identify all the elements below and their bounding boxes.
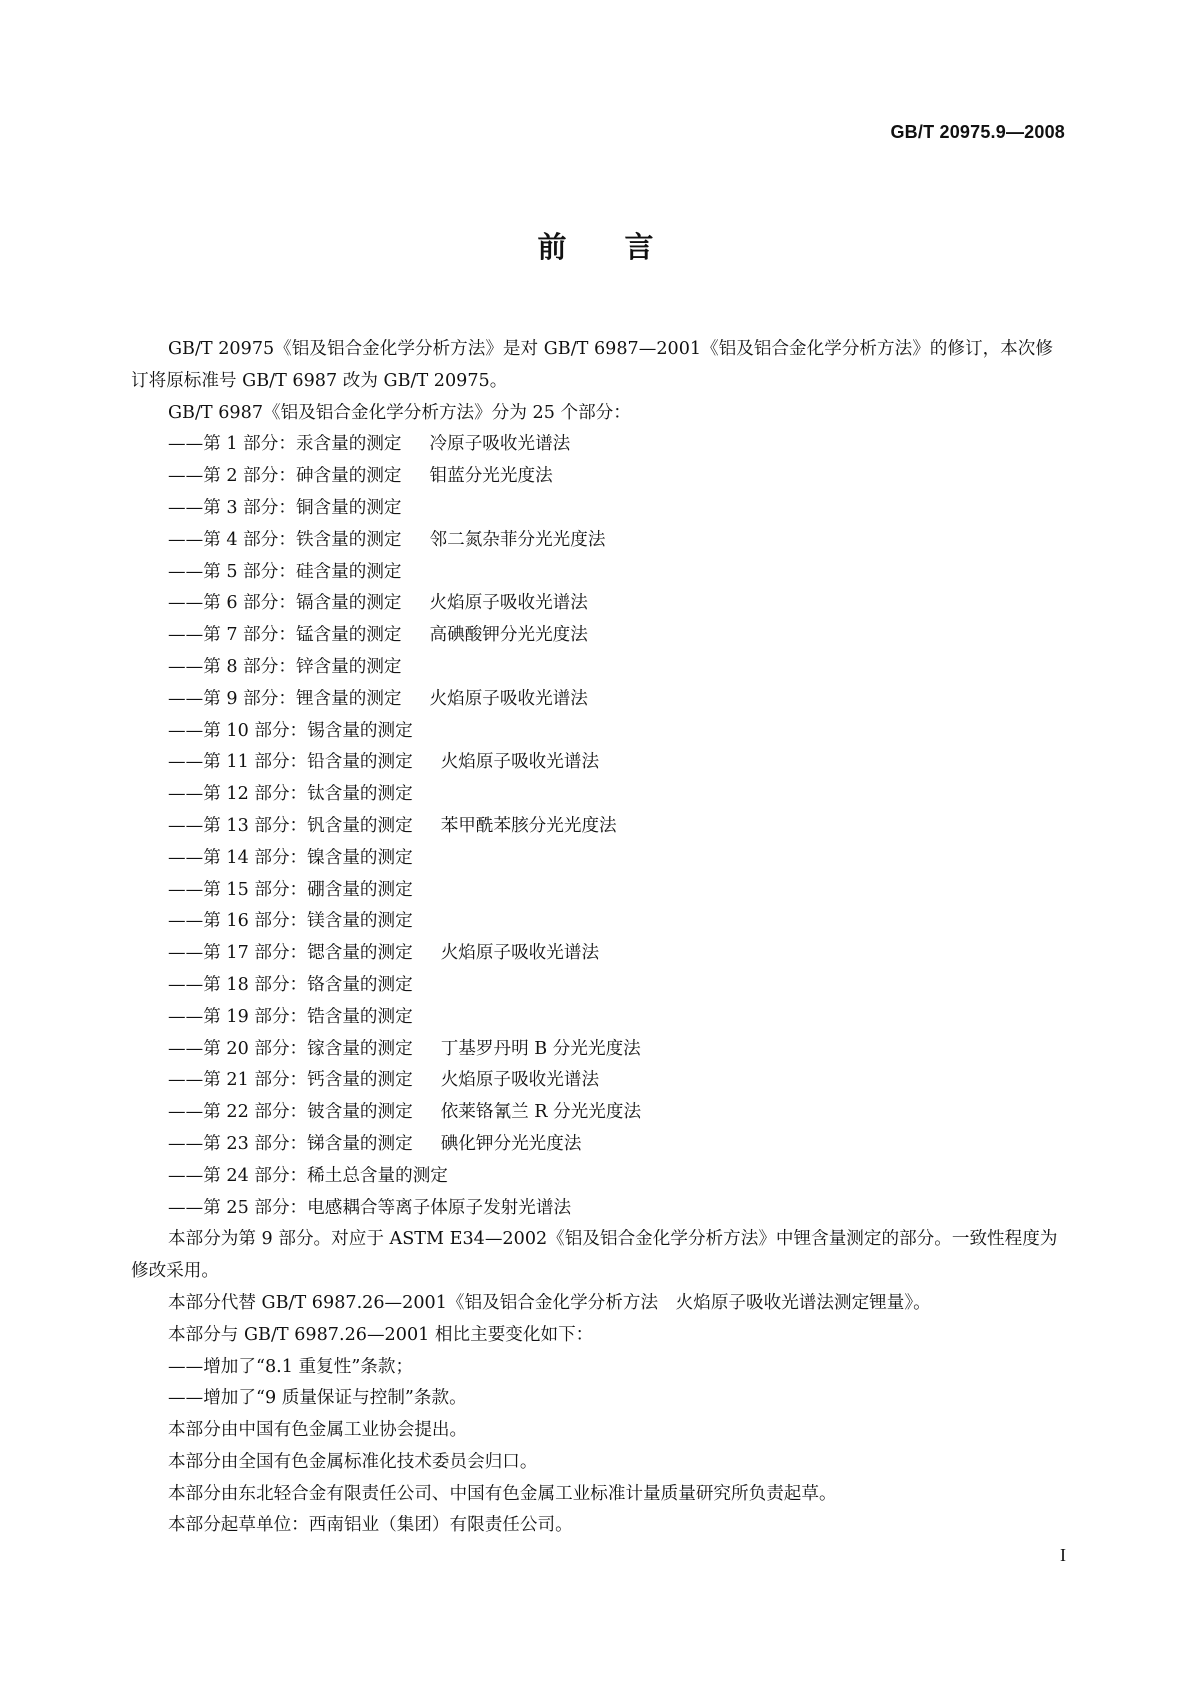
part-list-item bbox=[131, 843, 1067, 875]
part-list-item bbox=[131, 811, 1067, 843]
part-list-item bbox=[131, 461, 1067, 493]
part-label: ——第 5 部分：硅含量的测定 bbox=[168, 561, 402, 582]
part-list-item bbox=[131, 1002, 1067, 1034]
part-list-item bbox=[131, 875, 1067, 907]
title-char-2: 言 bbox=[624, 230, 654, 264]
part-list-item bbox=[131, 747, 1067, 779]
parts-list bbox=[131, 429, 1067, 1224]
part-list-item bbox=[131, 1034, 1067, 1066]
part-label: ——第 12 部分：钛含量的测定 bbox=[168, 784, 413, 805]
part-label: ——第 1 部分：汞含量的测定 bbox=[168, 434, 402, 455]
part-label: ——第 11 部分：铅含量的测定 bbox=[168, 752, 413, 773]
part-label: ——第 19 部分：锆含量的测定 bbox=[168, 1006, 413, 1027]
part-list-item bbox=[131, 938, 1067, 970]
part-method: 碘化钾分光光度法 bbox=[440, 1133, 582, 1154]
standard-number: GB/T 20975.9—2008 bbox=[890, 122, 1065, 142]
part-method: 丁基罗丹明 B 分光光度法 bbox=[440, 1038, 641, 1059]
part-list-item bbox=[131, 493, 1067, 525]
centralized-by-paragraph: 本部分由全国有色金属标准化技术委员会归口。 bbox=[168, 1451, 538, 1472]
part-list-item bbox=[131, 684, 1067, 716]
part-label: ——第 15 部分：硼含量的测定 bbox=[168, 879, 413, 900]
part-label: ——第 20 部分：镓含量的测定 bbox=[168, 1038, 413, 1059]
part-method: 邻二氮杂菲分光光度法 bbox=[429, 529, 606, 550]
title-char-1: 前 bbox=[537, 230, 567, 264]
part-label: ——第 8 部分：锌含量的测定 bbox=[168, 656, 402, 677]
change-item: ——增加了“9 质量保证与控制”条款。 bbox=[168, 1388, 467, 1409]
part-list-item bbox=[131, 906, 1067, 938]
part-list-item bbox=[131, 1193, 1067, 1225]
part-list-item bbox=[131, 557, 1067, 589]
part-label: ——第 6 部分：镉含量的测定 bbox=[168, 593, 402, 614]
part-list-item bbox=[131, 652, 1067, 684]
part-list-item bbox=[131, 588, 1067, 620]
proposed-by-paragraph: 本部分由中国有色金属工业协会提出。 bbox=[168, 1420, 468, 1441]
part-label: ——第 14 部分：镍含量的测定 bbox=[168, 847, 413, 868]
part-method: 火焰原子吸收光谱法 bbox=[440, 1070, 600, 1091]
parts-intro: GB/T 6987《铝及铝合金化学分析方法》分为 25 个部分： bbox=[168, 402, 631, 423]
part-label: ——第 13 部分：钒含量的测定 bbox=[168, 815, 413, 836]
part-list-item bbox=[131, 1129, 1067, 1161]
part-method: 苯甲酰苯胲分光光度法 bbox=[440, 815, 617, 836]
part-label: ——第 23 部分：锑含量的测定 bbox=[168, 1133, 413, 1154]
page-number: I bbox=[1060, 1545, 1066, 1565]
part-label: ——第 9 部分：锂含量的测定 bbox=[168, 688, 402, 709]
part-list-item bbox=[131, 620, 1067, 652]
foreword-body bbox=[131, 334, 1067, 1542]
part-list-item bbox=[131, 716, 1067, 748]
changes-intro: 本部分与 GB/T 6987.26—2001 相比主要变化如下： bbox=[168, 1324, 594, 1345]
part-label: ——第 17 部分：锶含量的测定 bbox=[168, 943, 413, 964]
change-item: ——增加了“8.1 重复性”条款； bbox=[168, 1356, 414, 1377]
drafted-by-paragraph: 本部分由东北轻合金有限责任公司、中国有色金属工业标准计量质量研究所负责起草。 bbox=[168, 1483, 837, 1504]
part-method: 依莱铬氰兰 R 分光光度法 bbox=[440, 1102, 642, 1123]
part-label: ——第 18 部分：铬含量的测定 bbox=[168, 974, 413, 995]
correspondence-paragraph: 本部分为第 9 部分。对应于 ASTM E34—2002《铝及铝合金化学分析方法》中锂含量测定的部分。一致性程度为修改采用。 bbox=[131, 1229, 1058, 1282]
drafting-unit-paragraph: 本部分起草单位：西南铝业（集团）有限责任公司。 bbox=[168, 1515, 573, 1536]
page-title bbox=[0, 230, 1191, 264]
part-method: 火焰原子吸收光谱法 bbox=[440, 752, 600, 773]
part-label: ——第 7 部分：锰含量的测定 bbox=[168, 625, 402, 646]
part-list-item bbox=[131, 1161, 1067, 1193]
intro-paragraph: GB/T 20975《铝及铝合金化学分析方法》是对 GB/T 6987—2001《铝及铝合金化学分析方法》的修订，本次修订将原标准号 GB/T 6987 改为 GB/T 20975。 bbox=[131, 339, 1053, 391]
part-method: 火焰原子吸收光谱法 bbox=[429, 593, 588, 614]
part-list-item bbox=[131, 1065, 1067, 1097]
part-label: ——第 10 部分：锡含量的测定 bbox=[168, 720, 413, 741]
part-method: 冷原子吸收光谱法 bbox=[429, 434, 571, 455]
part-method: 高碘酸钾分光光度法 bbox=[429, 625, 588, 646]
part-list-item bbox=[131, 1097, 1067, 1129]
replaces-paragraph: 本部分代替 GB/T 6987.26—2001《铝及铝合金化学分析方法 火焰原子吸收光谱法测定锂量》。 bbox=[168, 1292, 931, 1313]
part-method: 火焰原子吸收光谱法 bbox=[429, 688, 588, 709]
part-list-item bbox=[131, 429, 1067, 461]
part-label: ——第 22 部分：铍含量的测定 bbox=[168, 1102, 413, 1123]
part-list-item bbox=[131, 525, 1067, 557]
part-label: ——第 21 部分：钙含量的测定 bbox=[168, 1070, 413, 1091]
part-method: 火焰原子吸收光谱法 bbox=[440, 943, 600, 964]
part-label: ——第 4 部分：铁含量的测定 bbox=[168, 529, 402, 550]
part-label: ——第 16 部分：镁含量的测定 bbox=[168, 911, 413, 932]
part-label: ——第 24 部分：稀土总含量的测定 bbox=[168, 1165, 448, 1186]
part-label: ——第 3 部分：铜含量的测定 bbox=[168, 497, 402, 518]
part-list-item bbox=[131, 779, 1067, 811]
part-label: ——第 25 部分：电感耦合等离子体原子发射光谱法 bbox=[168, 1197, 572, 1218]
part-label: ——第 2 部分：砷含量的测定 bbox=[168, 466, 402, 487]
part-method: 钼蓝分光光度法 bbox=[429, 466, 553, 487]
part-list-item bbox=[131, 970, 1067, 1002]
